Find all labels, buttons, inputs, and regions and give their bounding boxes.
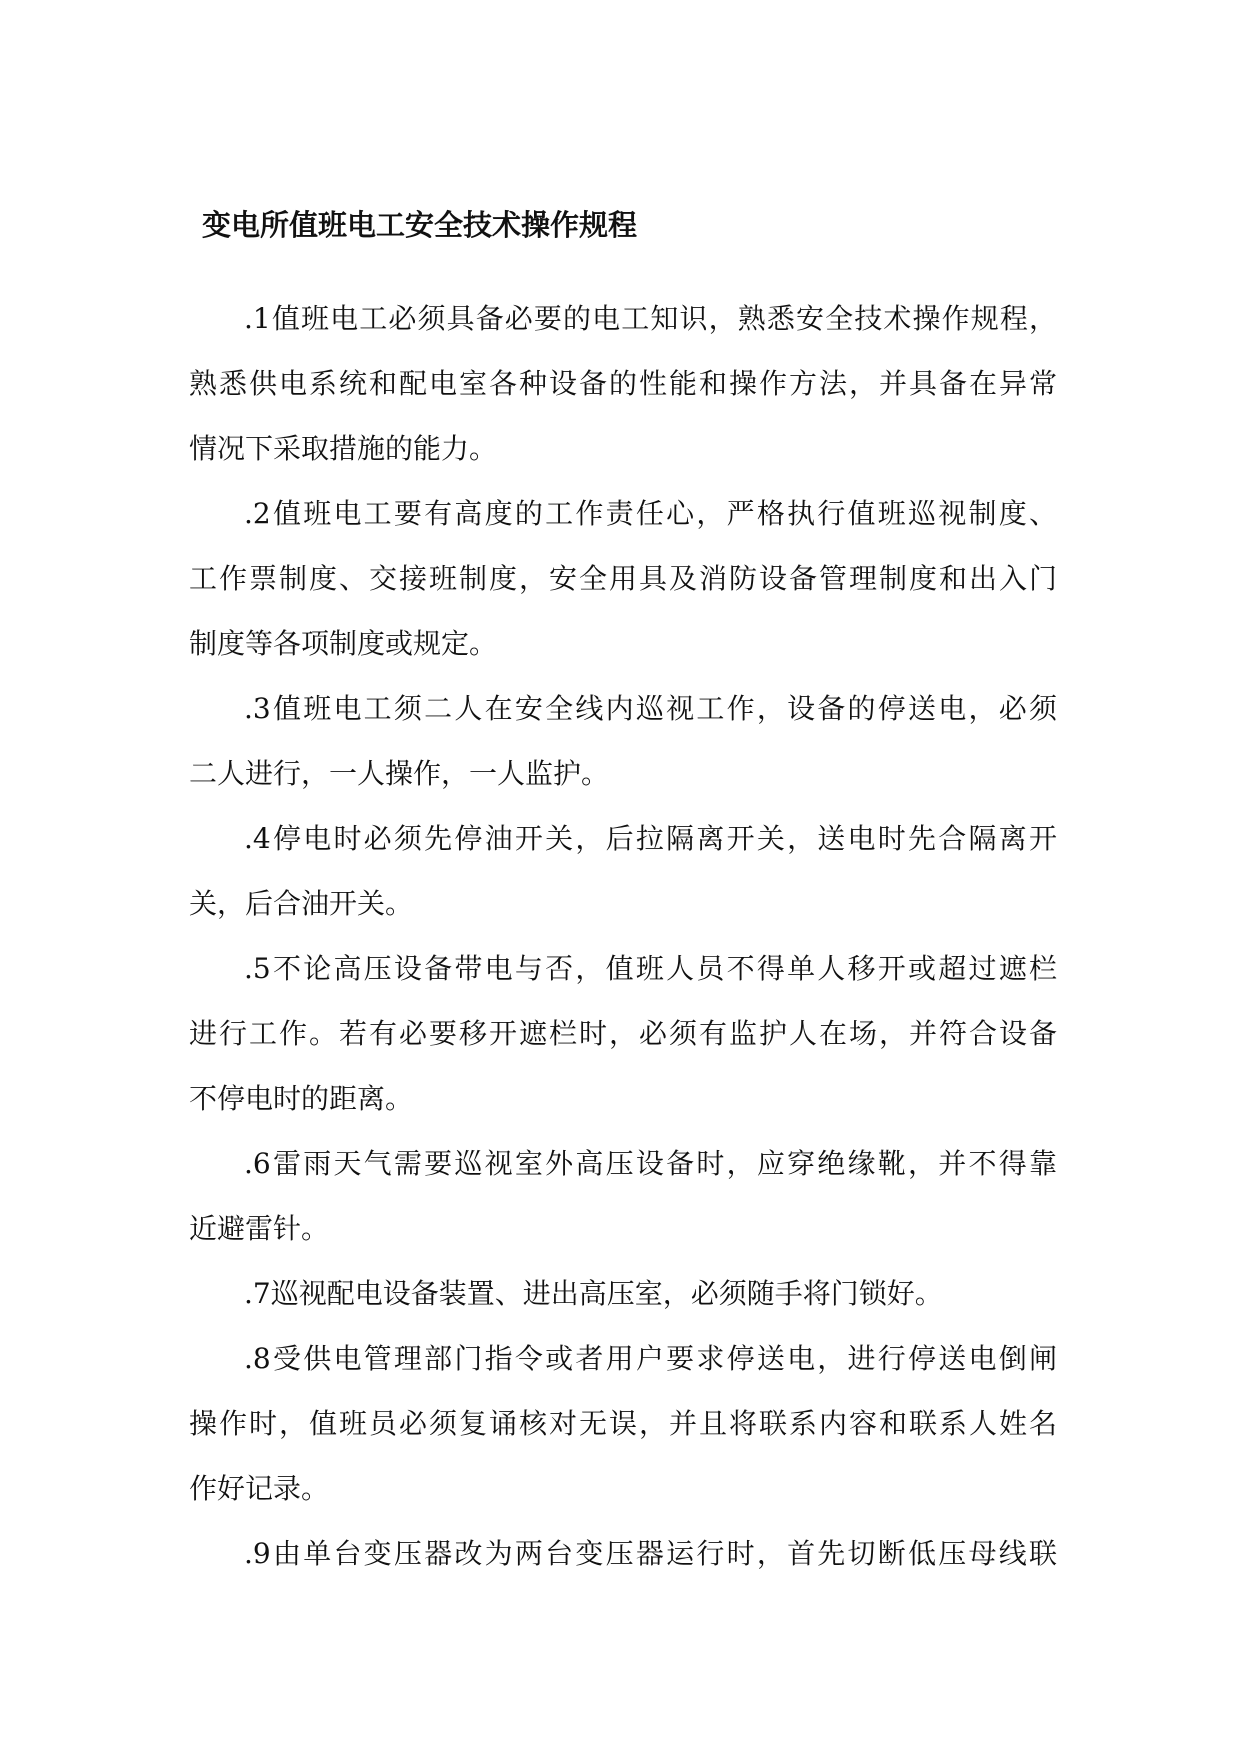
clause-paragraph — [189, 1131, 1057, 1261]
paragraph-line: 进行工作。若有必要移开遮栏时，必须有监护人在场，并符合设备 — [189, 1017, 1057, 1050]
paragraph-line: .3值班电工须二人在安全线内巡视工作，设备的停送电，必须 — [244, 692, 1057, 725]
paragraph-line: .8受供电管理部门指令或者用户要求停送电，进行停送电倒闸 — [244, 1342, 1057, 1375]
paragraph-line: 不停电时的距离。 — [189, 1082, 414, 1115]
clause-paragraph — [189, 1521, 1057, 1586]
paragraph-line: 制度等各项制度或规定。 — [189, 627, 498, 660]
clause-paragraph — [189, 676, 1057, 806]
paragraph-line: .6雷雨天气需要巡视室外高压设备时，应穿绝缘靴，并不得靠 — [244, 1147, 1057, 1180]
paragraph-line: .4停电时必须先停油开关，后拉隔离开关，送电时先合隔离开 — [244, 822, 1057, 855]
clause-paragraph — [189, 806, 1057, 936]
clause-paragraph — [189, 1261, 1057, 1326]
clause-paragraph — [189, 1326, 1057, 1521]
paragraph-line: .9由单台变压器改为两台变压器运行时，首先切断低压母线联 — [244, 1537, 1057, 1570]
paragraph-line: 作好记录。 — [189, 1472, 330, 1505]
paragraph-line: 熟悉供电系统和配电室各种设备的性能和操作方法，并具备在异常 — [189, 367, 1057, 400]
paragraph-line: 操作时，值班员必须复诵核对无误，并且将联系内容和联系人姓名 — [189, 1407, 1057, 1440]
clause-paragraph — [189, 286, 1057, 481]
document-body — [189, 286, 1057, 1586]
paragraph-line: .2值班电工要有高度的工作责任心，严格执行值班巡视制度、 — [244, 497, 1057, 530]
clause-paragraph — [189, 481, 1057, 676]
paragraph-line: 近避雷针。 — [189, 1212, 330, 1245]
paragraph-line: 二人进行，一人操作，一人监护。 — [189, 757, 610, 790]
paragraph-line: .7巡视配电设备装置、进出高压室，必须随手将门锁好。 — [244, 1277, 943, 1310]
clause-paragraph — [189, 936, 1057, 1131]
paragraph-line: .1值班电工必须具备必要的电工知识，熟悉安全技术操作规程， — [244, 302, 1057, 335]
document-title: 变电所值班电工安全技术操作规程 — [202, 208, 638, 242]
paragraph-line: .5不论高压设备带电与否，值班人员不得单人移开或超过遮栏 — [244, 952, 1057, 985]
paragraph-line: 关，后合油开关。 — [189, 887, 414, 920]
paragraph-line: 工作票制度、交接班制度，安全用具及消防设备管理制度和出入门 — [189, 562, 1057, 595]
paragraph-line: 情况下采取措施的能力。 — [189, 432, 498, 465]
